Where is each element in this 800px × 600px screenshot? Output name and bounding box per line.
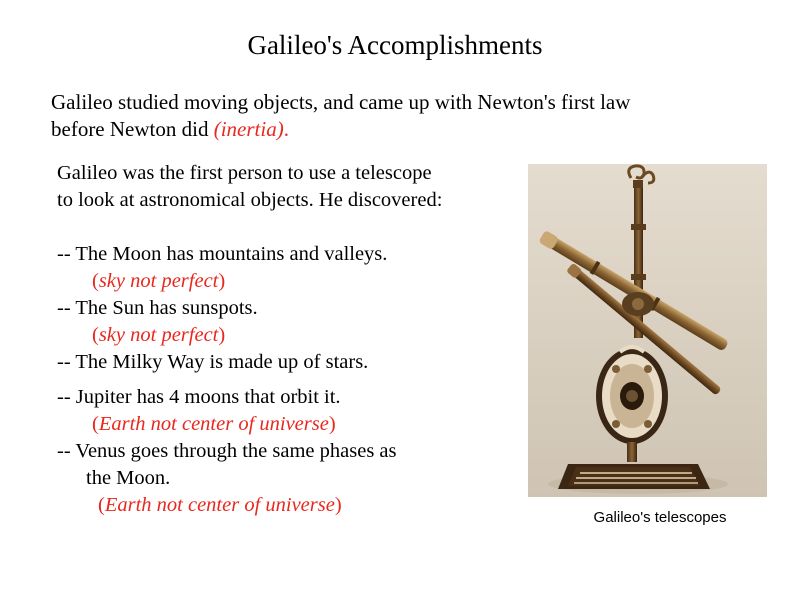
discovery-jupiter: -- Jupiter has 4 moons that orbit it. [57,386,341,408]
discovery-venus-note: (Earth not center of universe) [98,494,342,516]
intro-line-2-text: before Newton did [51,117,214,141]
discoveries-intro-line-1: Galileo was the first person to use a telescope [57,162,432,184]
telescope-illustration [528,164,767,497]
spacer [57,214,527,241]
discovery-venus-continued: the Moon. [86,467,171,489]
discovery-moon: -- The Moon has mountains and valleys. [57,243,388,265]
discovery-jupiter-note: (Earth not center of universe) [92,413,336,435]
telescopes-photo [528,164,767,497]
discoveries-block [57,160,527,519]
discoveries-intro-line-2: to look at astronomical objects. He discovered: [57,189,443,211]
photo-caption: Galileo's telescopes [593,509,727,526]
intro-paragraph [51,89,751,143]
intro-line-2-period: . [283,117,289,141]
spacer [57,376,527,384]
intro-line-2 [51,116,751,143]
slide-title: Galileo's Accomplishments [247,30,543,60]
discovery-sun: -- The Sun has sunspots. [57,297,258,319]
discovery-moon-note: (sky not perfect) [92,270,226,292]
inertia-note: (inertia) [213,117,284,141]
discovery-sun-note: (sky not perfect) [92,324,226,346]
discovery-milky-way: -- The Milky Way is made up of stars. [57,351,369,373]
discovery-venus: -- Venus goes through the same phases as [57,440,397,462]
intro-line-1: Galileo studied moving objects, and came up with Newton's first law [51,90,631,114]
